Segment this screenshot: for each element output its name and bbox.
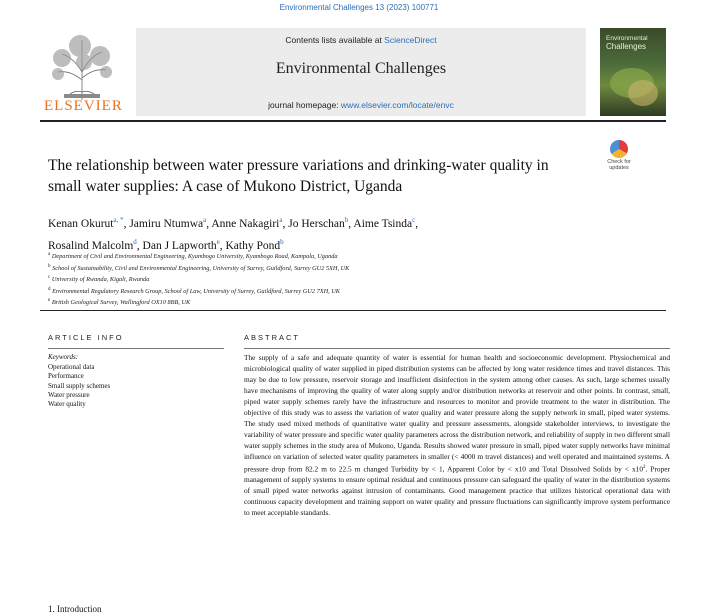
affiliation-item: $^b$ School of Sustainability, Civil and Environmental Engineering, University of Surrey, Guildford, Surrey GU2 5XH, UK	[48, 263, 350, 272]
keyword-list	[48, 363, 110, 409]
sciencedirect-link[interactable]: ScienceDirect	[384, 35, 437, 45]
header-divider	[40, 120, 666, 122]
keyword-item[interactable]: Small supply schemes	[48, 381, 111, 390]
author-list: Kenan Okurut$^{a, *}$, Jamiru Ntumwa$^a$, Anne Nakagiri$^a$, Jo Herschan$^b$, Aime Tsinda$^c$, Rosalind Malcolm$^d$, Dan J Lapworth$^e$, Kathy Pond$^b$	[48, 216, 419, 252]
author-item[interactable]: Jo Herschan$^b$	[288, 216, 349, 230]
check-for-updates-badge[interactable]	[601, 140, 637, 174]
author-item[interactable]: Jamiru Ntumwa$^a$	[129, 216, 207, 230]
journal-name: Environmental Challenges	[275, 60, 447, 77]
article-title: The relationship between water pressure variations and drinking-water quality in small water supplies: A case of Mukono District, Uganda	[48, 157, 549, 195]
keyword-item[interactable]: Water quality	[48, 400, 86, 409]
affiliation-item: $^d$ Environmental Regulatory Research Group, School of Law, University of Surrey, Guildford, Surrey GU2 7XH, UK	[48, 286, 341, 295]
homepage-link[interactable]: www.elsevier.com/locate/envc	[340, 100, 454, 110]
author-item[interactable]: Rosalind Malcolm$^d$	[48, 237, 137, 252]
author-item[interactable]: Aime Tsinda$^c$	[353, 216, 416, 230]
introduction-heading: 1. Introduction	[48, 604, 102, 614]
affiliation-list	[48, 250, 608, 308]
check-updates-label: Check for updates	[607, 159, 631, 171]
abstract-heading: ABSTRACT	[244, 333, 301, 342]
check-updates-icon	[610, 140, 628, 158]
author-item[interactable]: Kathy Pond$^b$	[225, 237, 284, 252]
contents-prefix: Contents lists available at	[285, 35, 385, 45]
journal-citation-link[interactable]: Environmental Challenges 13 (2023) 100771	[279, 3, 439, 12]
journal-cover-image[interactable]	[600, 28, 666, 116]
article-info-heading: ARTICLE INFO	[48, 333, 124, 342]
keywords-label: Keywords:	[48, 353, 79, 361]
author-item[interactable]: Dan J Lapworth$^e$	[142, 237, 220, 252]
homepage-prefix: journal homepage:	[268, 100, 341, 110]
journal-homepage-line	[136, 100, 586, 110]
abstract-text: The supply of a safe and adequate quantity of water is essential for human health and socioeconomic development. Physiochemical and microbiological quality of water supplied in piped distribution systems can be affected by long water residence times and travel distances. This may be due to low pressure, reservoir storage and insufficient disinfection in the system among other causes. As such, large schemes usually have mechanisms of improving the quality of water along supply and/or distribution networks at reservoir and other points. In contrast, small, piped water supply schemes rarely have the infrastructure and resources to monitor and provide treatment to the water in distribution. The objective of this study was to assess the variation of water quality and water pressure along the supply network in small, piped water systems. The study used mixed methods of quantitative water quality and pressure assessments, alongside stakeholder interviews, to investigate the variability of water pressure and specific water quality parameters across the distribution network, and reliability of supply in two different small water supply schemes in the study area of Mukono, Uganda. Results showed water pressure in small, piped water supply networks have minimal influence on variation of selected water quality parameters in smaller (< 4000 m travel distances) and well operated and maintained systems. A pressure drop from 82.2 m to 22.5 m changed Turbidity by < 1, Apparent Color by < x10 and Total Dissolved Solids by < $x10^2$. Proper management of supply systems to ensure optimal residual and continuous pressure can safeguard the quality of water in the distribution systems of small piped water networks against intrusion of contaminants. Good management practice that utilizes historical operational data with continuous capacity development and training support on water quality and pressure fluctuations can significantly improve system performance to meet acceptable standards.	[244, 353, 670, 517]
affiliation-item: $^a$ Department of Civil and Environmental Engineering, Kyambogo University, Kyambogo Road, Kampala, Uganda	[48, 252, 338, 261]
article-info-rule	[48, 348, 224, 349]
author-item[interactable]: Kenan Okurut$^{a, *}$	[48, 216, 124, 230]
contents-line	[136, 35, 586, 45]
keyword-item[interactable]: Water pressure	[48, 390, 90, 399]
abstract-rule	[244, 348, 670, 349]
keyword-item[interactable]: Performance	[48, 372, 84, 381]
publisher-wordmark: ELSEVIER	[44, 98, 123, 114]
keyword-item[interactable]: Operational data	[48, 363, 95, 371]
affiliation-item: $^e$ British Geological Survey, Wallingford OX10 8BB, UK	[48, 298, 191, 307]
affiliation-item: $^c$ University of Rwanda, Kigali, Rwanda	[48, 275, 150, 284]
cover-title: Environmental Challenges	[606, 35, 648, 51]
section-divider	[40, 310, 666, 311]
author-item[interactable]: Anne Nakagiri$^a$	[211, 216, 283, 230]
